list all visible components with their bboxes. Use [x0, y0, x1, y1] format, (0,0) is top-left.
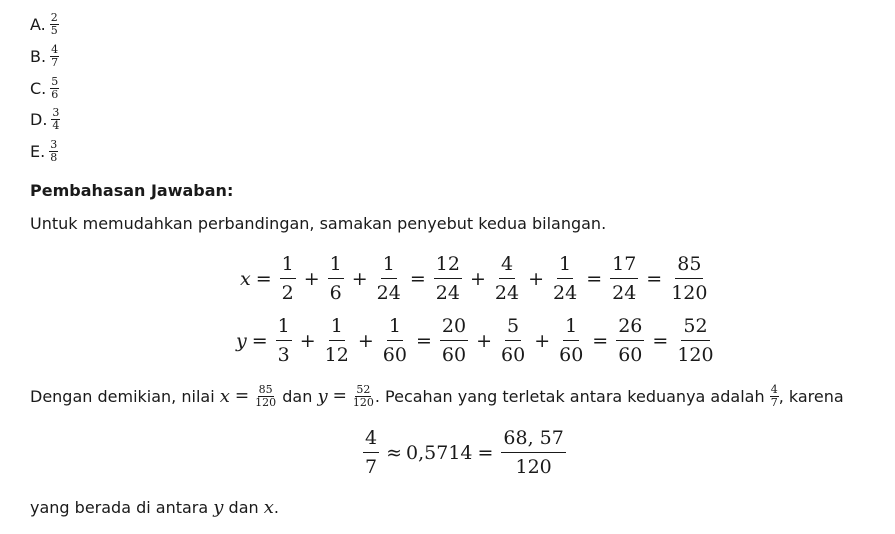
final-part: dan	[228, 497, 259, 517]
numerator: 20	[440, 314, 468, 341]
final-part: yang berada di antara	[30, 497, 209, 517]
option-fraction	[51, 107, 60, 131]
variable-x: x	[219, 385, 230, 407]
denominator: 60	[559, 344, 584, 366]
numerator: 17	[610, 252, 638, 279]
plus-sign: +	[351, 267, 368, 290]
fraction	[558, 314, 584, 367]
denominator: 4	[52, 119, 60, 132]
numerator: 1	[563, 314, 579, 341]
numerator: 1	[328, 252, 344, 279]
denominator: 6	[329, 282, 342, 304]
fraction	[616, 314, 644, 367]
equation-x	[240, 252, 711, 305]
option-c	[30, 74, 59, 102]
variable-y: y	[317, 385, 328, 407]
fraction	[376, 252, 402, 305]
option-fraction	[50, 76, 59, 100]
denominator: 60	[618, 344, 643, 366]
fraction	[670, 252, 708, 305]
equals-sign: =	[251, 329, 268, 352]
fraction	[363, 426, 379, 479]
option-letter: D.	[30, 109, 48, 129]
approximation-equation	[360, 426, 569, 479]
numerator: 3	[52, 106, 60, 119]
denominator: 3	[277, 344, 290, 366]
option-b	[30, 42, 59, 70]
denominator: 120	[671, 282, 708, 304]
equals-sign: =	[234, 386, 250, 406]
fraction	[434, 252, 462, 305]
fraction	[494, 252, 520, 305]
equation-y	[236, 314, 718, 367]
answer-fraction	[770, 384, 779, 408]
denominator: 60	[382, 344, 407, 366]
numerator: 4	[51, 43, 59, 56]
equals-sign: =	[652, 329, 669, 352]
denominator: 60	[501, 344, 526, 366]
fraction	[382, 314, 408, 367]
numerator: 1	[329, 314, 345, 341]
denominator: 120	[677, 344, 714, 366]
denominator: 5	[50, 24, 58, 37]
denominator: 7	[51, 56, 59, 69]
denominator: 7	[770, 396, 778, 409]
fraction	[610, 252, 638, 305]
equals-sign: =	[592, 329, 609, 352]
numerator: 5	[505, 314, 521, 341]
denominator: 24	[494, 282, 520, 304]
final-part: .	[273, 497, 279, 517]
fraction	[552, 252, 578, 305]
denominator: 24	[435, 282, 460, 304]
numerator: 85	[675, 252, 703, 279]
option-fraction	[50, 44, 59, 68]
denominator: 120	[255, 396, 277, 409]
plus-sign: +	[299, 329, 316, 352]
conclusion-part: . Pecahan yang terletak antara keduanya adalah	[374, 386, 765, 406]
denominator: 60	[441, 344, 467, 366]
numerator: 85	[258, 383, 273, 396]
plus-sign: +	[476, 329, 492, 352]
equation-variable: x	[240, 267, 251, 290]
numerator: 12	[434, 252, 462, 279]
numerator: 1	[381, 252, 397, 279]
equals-sign: =	[646, 267, 663, 290]
denominator: 12	[324, 344, 349, 366]
numerator: 1	[557, 252, 573, 279]
fraction	[500, 314, 526, 367]
denominator: 7	[365, 456, 378, 478]
option-fraction	[50, 12, 59, 36]
equals-sign: =	[332, 386, 347, 406]
equals-sign: =	[586, 267, 603, 290]
fraction	[276, 314, 292, 367]
intro-text: Untuk memudahkan perbandingan, samakan penyebut kedua bilangan.	[30, 214, 607, 233]
equals-sign: =	[409, 267, 426, 290]
conclusion-text	[30, 380, 844, 412]
denominator: 24	[553, 282, 578, 304]
decimal-value: 0,5714	[406, 441, 473, 464]
equals-sign: =	[477, 441, 494, 464]
denominator: 120	[515, 456, 552, 478]
numerator: 4	[499, 252, 515, 279]
numerator: 1	[276, 314, 292, 341]
conclusion-part: dan	[282, 386, 313, 406]
numerator: 68, 57	[501, 426, 565, 453]
option-letter: A.	[30, 14, 46, 34]
option-a	[30, 10, 59, 38]
fraction	[324, 314, 350, 367]
fraction-x	[254, 384, 277, 408]
option-letter: C.	[30, 78, 47, 98]
denominator: 8	[50, 151, 58, 164]
denominator: 24	[376, 282, 401, 304]
fraction	[328, 252, 344, 305]
numerator: 5	[51, 75, 59, 88]
option-e	[30, 137, 58, 165]
option-letter: E.	[30, 141, 46, 161]
numerator: 3	[50, 138, 58, 151]
fraction	[280, 252, 296, 305]
numerator: 4	[770, 383, 778, 396]
fraction	[501, 426, 565, 479]
equation-variable: y	[236, 329, 247, 352]
variable-x: x	[263, 496, 274, 518]
numerator: 52	[356, 383, 371, 396]
option-letter: B.	[30, 46, 47, 66]
equals-sign: =	[415, 329, 432, 352]
fraction-y	[352, 384, 375, 408]
denominator: 24	[612, 282, 637, 304]
solution-heading: Pembahasan Jawaban:	[30, 181, 234, 200]
fraction	[676, 314, 714, 367]
numerator: 1	[387, 314, 403, 341]
approx-sign: ≈	[386, 441, 403, 464]
option-d	[30, 105, 60, 133]
equals-sign: =	[255, 267, 272, 290]
final-text	[30, 494, 279, 520]
plus-sign: +	[357, 329, 374, 352]
conclusion-part: , karena	[778, 386, 844, 406]
numerator: 26	[616, 314, 644, 341]
denominator: 120	[352, 396, 374, 409]
numerator: 52	[681, 314, 709, 341]
plus-sign: +	[469, 267, 486, 290]
conclusion-part: Dengan demikian, nilai	[30, 386, 215, 406]
variable-y: y	[213, 496, 224, 518]
plus-sign: +	[534, 329, 551, 352]
plus-sign: +	[303, 267, 320, 290]
option-fraction	[49, 139, 58, 163]
denominator: 2	[281, 282, 294, 304]
numerator: 1	[280, 252, 296, 279]
fraction	[440, 314, 468, 367]
numerator: 2	[50, 11, 58, 24]
numerator: 4	[363, 426, 379, 453]
plus-sign: +	[528, 267, 544, 290]
denominator: 6	[51, 88, 59, 101]
